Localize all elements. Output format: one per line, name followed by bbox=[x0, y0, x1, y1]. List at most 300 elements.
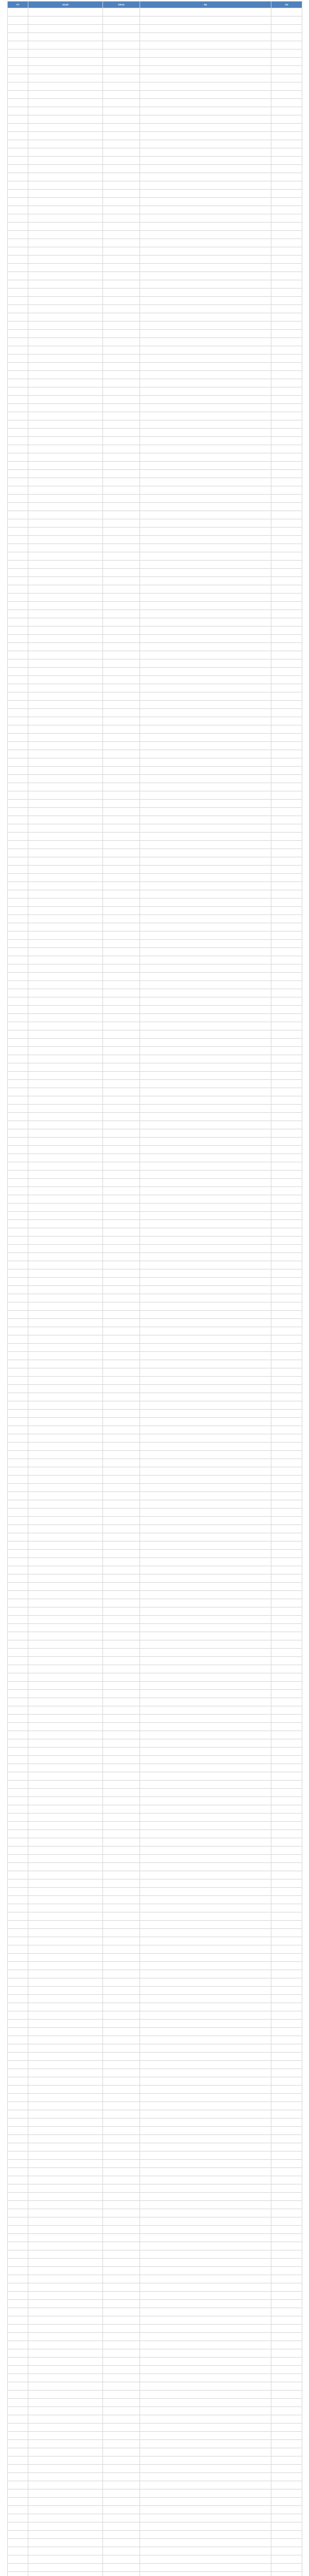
cell-phone bbox=[103, 486, 140, 495]
cell-name bbox=[28, 1484, 103, 1492]
table-row bbox=[8, 462, 302, 470]
cell-addr bbox=[140, 1377, 271, 1385]
cell-cat bbox=[271, 709, 302, 717]
cell-name bbox=[28, 2020, 103, 2028]
cell-phone bbox=[103, 2226, 140, 2234]
cell-name bbox=[28, 2028, 103, 2036]
cell-seq bbox=[8, 981, 28, 989]
cell-cat bbox=[271, 1690, 302, 1698]
cell-cat bbox=[271, 2250, 302, 2259]
table-row bbox=[8, 1781, 302, 1789]
cell-cat bbox=[271, 1401, 302, 1410]
cell-phone bbox=[103, 495, 140, 503]
cell-seq bbox=[8, 289, 28, 297]
table-row bbox=[8, 1657, 302, 1665]
table-row bbox=[8, 2382, 302, 2391]
cell-addr bbox=[140, 742, 271, 750]
table-row bbox=[8, 2547, 302, 2555]
cell-seq bbox=[8, 1517, 28, 1525]
cell-name bbox=[28, 2292, 103, 2300]
cell-seq bbox=[8, 1591, 28, 1599]
cell-seq bbox=[8, 775, 28, 783]
cell-seq bbox=[8, 1261, 28, 1269]
cell-addr bbox=[140, 1929, 271, 1937]
cell-seq bbox=[8, 767, 28, 775]
cell-addr bbox=[140, 445, 271, 453]
cell-seq bbox=[8, 1616, 28, 1624]
cell-name bbox=[28, 2415, 103, 2424]
table-row bbox=[8, 330, 302, 338]
table-row bbox=[8, 2184, 302, 2193]
cell-name bbox=[28, 750, 103, 758]
table-row bbox=[8, 2020, 302, 2028]
table-row bbox=[8, 1129, 302, 1138]
cell-name bbox=[28, 2119, 103, 2127]
cell-cat bbox=[271, 2407, 302, 2415]
cell-phone bbox=[103, 33, 140, 41]
table-row bbox=[8, 2522, 302, 2531]
cell-phone bbox=[103, 2250, 140, 2259]
cell-phone bbox=[103, 1245, 140, 1253]
cell-cat bbox=[271, 256, 302, 264]
table-row bbox=[8, 321, 302, 330]
cell-phone bbox=[103, 1978, 140, 1987]
cell-seq bbox=[8, 1624, 28, 1632]
cell-name bbox=[28, 2151, 103, 2160]
table-row bbox=[8, 1888, 302, 1896]
cell-phone bbox=[103, 256, 140, 264]
table-row bbox=[8, 1096, 302, 1105]
cell-addr bbox=[140, 1302, 271, 1311]
cell-cat bbox=[271, 2036, 302, 2044]
cell-phone bbox=[103, 2061, 140, 2069]
cell-phone bbox=[103, 964, 140, 973]
cell-cat bbox=[271, 453, 302, 462]
cell-seq bbox=[8, 816, 28, 824]
cell-phone bbox=[103, 1624, 140, 1632]
cell-addr bbox=[140, 2522, 271, 2531]
cell-name bbox=[28, 585, 103, 594]
cell-phone bbox=[103, 1360, 140, 1368]
cell-phone bbox=[103, 1080, 140, 1088]
cell-cat bbox=[271, 1657, 302, 1665]
cell-addr bbox=[140, 1682, 271, 1690]
cell-phone bbox=[103, 1673, 140, 1682]
table-row bbox=[8, 569, 302, 577]
cell-name bbox=[28, 1113, 103, 1121]
cell-phone bbox=[103, 1212, 140, 1220]
cell-phone bbox=[103, 437, 140, 445]
cell-cat bbox=[271, 981, 302, 989]
cell-addr bbox=[140, 1319, 271, 1327]
cell-seq bbox=[8, 1335, 28, 1344]
cell-name bbox=[28, 1492, 103, 1500]
cell-phone bbox=[103, 1731, 140, 1739]
table-row bbox=[8, 1327, 302, 1335]
cell-phone bbox=[103, 74, 140, 82]
cell-name bbox=[28, 1047, 103, 1055]
cell-seq bbox=[8, 2391, 28, 2399]
cell-phone bbox=[103, 2399, 140, 2407]
cell-addr bbox=[140, 692, 271, 701]
cell-name bbox=[28, 2234, 103, 2242]
cell-seq bbox=[8, 890, 28, 899]
cell-addr bbox=[140, 1533, 271, 1541]
cell-phone bbox=[103, 1962, 140, 1970]
table-row bbox=[8, 833, 302, 841]
cell-cat bbox=[271, 2160, 302, 2168]
cell-cat bbox=[271, 808, 302, 816]
cell-addr bbox=[140, 725, 271, 734]
cell-name bbox=[28, 2283, 103, 2292]
cell-addr bbox=[140, 1500, 271, 1509]
cell-name bbox=[28, 2217, 103, 2226]
cell-cat bbox=[271, 1517, 302, 1525]
cell-cat bbox=[271, 2168, 302, 2176]
cell-name bbox=[28, 849, 103, 857]
cell-name bbox=[28, 1945, 103, 1954]
table-row bbox=[8, 1047, 302, 1055]
cell-name bbox=[28, 651, 103, 659]
cell-addr bbox=[140, 1344, 271, 1352]
cell-cat bbox=[271, 1756, 302, 1764]
cell-cat bbox=[271, 948, 302, 956]
table-row bbox=[8, 1789, 302, 1797]
cell-phone bbox=[103, 346, 140, 354]
cell-seq bbox=[8, 2003, 28, 2011]
cell-name bbox=[28, 775, 103, 783]
cell-seq bbox=[8, 2325, 28, 2333]
cell-name bbox=[28, 816, 103, 824]
cell-cat bbox=[271, 758, 302, 767]
cell-phone bbox=[103, 1162, 140, 1171]
cell-seq bbox=[8, 2498, 28, 2506]
cell-addr bbox=[140, 1665, 271, 1673]
cell-cat bbox=[271, 1236, 302, 1245]
table-row bbox=[8, 58, 302, 66]
cell-phone bbox=[103, 948, 140, 956]
cell-name bbox=[28, 1327, 103, 1335]
cell-addr bbox=[140, 1879, 271, 1888]
cell-seq bbox=[8, 676, 28, 684]
cell-addr bbox=[140, 1945, 271, 1954]
cell-seq bbox=[8, 1558, 28, 1566]
cell-phone bbox=[103, 1945, 140, 1954]
cell-addr bbox=[140, 1781, 271, 1789]
cell-name bbox=[28, 1204, 103, 1212]
cell-seq bbox=[8, 2234, 28, 2242]
cell-seq bbox=[8, 470, 28, 478]
cell-name bbox=[28, 1253, 103, 1261]
cell-name bbox=[28, 1072, 103, 1080]
cell-cat bbox=[271, 1855, 302, 1863]
cell-seq bbox=[8, 989, 28, 997]
table-row bbox=[8, 2374, 302, 2382]
cell-name bbox=[28, 956, 103, 964]
table-row bbox=[8, 1212, 302, 1220]
cell-addr bbox=[140, 1756, 271, 1764]
cell-phone bbox=[103, 1748, 140, 1756]
cell-name bbox=[28, 626, 103, 635]
cell-addr bbox=[140, 585, 271, 594]
cell-cat bbox=[271, 437, 302, 445]
cell-phone bbox=[103, 1665, 140, 1673]
cell-name bbox=[28, 1871, 103, 1879]
cell-cat bbox=[271, 2506, 302, 2514]
cell-addr bbox=[140, 1690, 271, 1698]
cell-cat bbox=[271, 1220, 302, 1228]
cell-name bbox=[28, 2300, 103, 2308]
cell-name bbox=[28, 429, 103, 437]
table-row bbox=[8, 1121, 302, 1129]
cell-addr bbox=[140, 2489, 271, 2498]
cell-addr bbox=[140, 1352, 271, 1360]
cell-cat bbox=[271, 857, 302, 866]
table-row bbox=[8, 99, 302, 107]
header-address: 地址 bbox=[140, 2, 271, 8]
cell-phone bbox=[103, 1492, 140, 1500]
cell-cat bbox=[271, 1171, 302, 1179]
cell-seq bbox=[8, 2275, 28, 2283]
cell-addr bbox=[140, 124, 271, 132]
cell-phone bbox=[103, 626, 140, 635]
cell-addr bbox=[140, 1410, 271, 1418]
cell-cat bbox=[271, 626, 302, 635]
table-row bbox=[8, 956, 302, 964]
table-row bbox=[8, 478, 302, 486]
cell-cat bbox=[271, 2077, 302, 2086]
cell-name bbox=[28, 1632, 103, 1640]
cell-cat bbox=[271, 140, 302, 148]
cell-seq bbox=[8, 964, 28, 973]
header-phone: 联系电话 bbox=[103, 2, 140, 8]
cell-seq bbox=[8, 2432, 28, 2440]
cell-phone bbox=[103, 1583, 140, 1591]
cell-addr bbox=[140, 1146, 271, 1154]
table-row bbox=[8, 1863, 302, 1871]
table-row bbox=[8, 2151, 302, 2160]
cell-cat bbox=[271, 1723, 302, 1731]
cell-seq bbox=[8, 1698, 28, 1706]
cell-seq bbox=[8, 1896, 28, 1904]
cell-cat bbox=[271, 1195, 302, 1204]
cell-cat bbox=[271, 742, 302, 750]
cell-cat bbox=[271, 1476, 302, 1484]
cell-phone bbox=[103, 808, 140, 816]
cell-phone bbox=[103, 1814, 140, 1822]
cell-addr bbox=[140, 2061, 271, 2069]
cell-cat bbox=[271, 1715, 302, 1723]
cell-name bbox=[28, 1162, 103, 1171]
cell-cat bbox=[271, 2300, 302, 2308]
cell-name bbox=[28, 742, 103, 750]
cell-seq bbox=[8, 2061, 28, 2069]
cell-seq bbox=[8, 1096, 28, 1105]
cell-seq bbox=[8, 247, 28, 256]
cell-addr bbox=[140, 635, 271, 643]
cell-addr bbox=[140, 2514, 271, 2522]
table-row bbox=[8, 198, 302, 206]
cell-name bbox=[28, 2011, 103, 2020]
cell-cat bbox=[271, 585, 302, 594]
cell-phone bbox=[103, 1443, 140, 1451]
cell-seq bbox=[8, 1319, 28, 1327]
table-row bbox=[8, 841, 302, 849]
table-row bbox=[8, 1286, 302, 1294]
cell-cat bbox=[271, 157, 302, 165]
cell-name bbox=[28, 2358, 103, 2366]
cell-seq bbox=[8, 1772, 28, 1781]
table-row bbox=[8, 1195, 302, 1204]
cell-cat bbox=[271, 1624, 302, 1632]
table-row bbox=[8, 25, 302, 33]
cell-cat bbox=[271, 1459, 302, 1467]
cell-phone bbox=[103, 404, 140, 412]
cell-seq bbox=[8, 610, 28, 618]
table-row bbox=[8, 2308, 302, 2316]
cell-phone bbox=[103, 1970, 140, 1978]
cell-phone bbox=[103, 536, 140, 544]
cell-phone bbox=[103, 1649, 140, 1657]
cell-addr bbox=[140, 33, 271, 41]
cell-name bbox=[28, 643, 103, 651]
cell-phone bbox=[103, 58, 140, 66]
cell-phone bbox=[103, 330, 140, 338]
cell-seq bbox=[8, 66, 28, 74]
cell-cat bbox=[271, 2242, 302, 2250]
cell-cat bbox=[271, 1509, 302, 1517]
cell-name bbox=[28, 1879, 103, 1888]
cell-phone bbox=[103, 874, 140, 882]
cell-seq bbox=[8, 1138, 28, 1146]
cell-name bbox=[28, 1624, 103, 1632]
cell-phone bbox=[103, 412, 140, 420]
cell-seq bbox=[8, 74, 28, 82]
cell-cat bbox=[271, 1929, 302, 1937]
table-row bbox=[8, 594, 302, 602]
cell-addr bbox=[140, 816, 271, 824]
cell-addr bbox=[140, 1204, 271, 1212]
table-row bbox=[8, 115, 302, 124]
table-row bbox=[8, 420, 302, 429]
table-row bbox=[8, 882, 302, 890]
cell-cat bbox=[271, 330, 302, 338]
cell-name bbox=[28, 1739, 103, 1748]
cell-addr bbox=[140, 552, 271, 561]
cell-name bbox=[28, 462, 103, 470]
table-row bbox=[8, 626, 302, 635]
cell-addr bbox=[140, 2151, 271, 2160]
cell-addr bbox=[140, 923, 271, 931]
cell-addr bbox=[140, 1772, 271, 1781]
table-row bbox=[8, 313, 302, 321]
cell-name bbox=[28, 387, 103, 396]
cell-addr bbox=[140, 1970, 271, 1978]
cell-seq bbox=[8, 1393, 28, 1401]
cell-name bbox=[28, 2275, 103, 2283]
cell-name bbox=[28, 2498, 103, 2506]
cell-cat bbox=[271, 387, 302, 396]
cell-cat bbox=[271, 25, 302, 33]
cell-seq bbox=[8, 2349, 28, 2358]
cell-name bbox=[28, 1195, 103, 1204]
cell-seq bbox=[8, 1022, 28, 1030]
cell-addr bbox=[140, 2424, 271, 2432]
cell-name bbox=[28, 2102, 103, 2110]
table-row bbox=[8, 2448, 302, 2456]
table-row bbox=[8, 1039, 302, 1047]
cell-phone bbox=[103, 1781, 140, 1789]
cell-seq bbox=[8, 2028, 28, 2036]
cell-phone bbox=[103, 272, 140, 280]
cell-phone bbox=[103, 1921, 140, 1929]
cell-seq bbox=[8, 2547, 28, 2555]
cell-seq bbox=[8, 1492, 28, 1500]
table-row bbox=[8, 1583, 302, 1591]
table-row bbox=[8, 1228, 302, 1236]
table-row bbox=[8, 1748, 302, 1756]
cell-cat bbox=[271, 321, 302, 330]
cell-seq bbox=[8, 2473, 28, 2481]
table-row bbox=[8, 1311, 302, 1319]
cell-phone bbox=[103, 41, 140, 49]
cell-addr bbox=[140, 2217, 271, 2226]
cell-addr bbox=[140, 379, 271, 387]
table-row bbox=[8, 2135, 302, 2143]
cell-seq bbox=[8, 25, 28, 33]
cell-cat bbox=[271, 973, 302, 981]
table-row bbox=[8, 2407, 302, 2415]
cell-phone bbox=[103, 552, 140, 561]
cell-addr bbox=[140, 503, 271, 511]
cell-name bbox=[28, 470, 103, 478]
cell-addr bbox=[140, 1822, 271, 1830]
table-row bbox=[8, 973, 302, 981]
cell-addr bbox=[140, 1657, 271, 1665]
cell-phone bbox=[103, 1533, 140, 1541]
cell-seq bbox=[8, 115, 28, 124]
cell-seq bbox=[8, 2242, 28, 2250]
table-row bbox=[8, 907, 302, 915]
cell-cat bbox=[271, 511, 302, 519]
cell-name bbox=[28, 2341, 103, 2349]
cell-addr bbox=[140, 2498, 271, 2506]
cell-seq bbox=[8, 330, 28, 338]
table-row bbox=[8, 2160, 302, 2168]
cell-addr bbox=[140, 1121, 271, 1129]
cell-cat bbox=[271, 1269, 302, 1278]
table-row bbox=[8, 552, 302, 561]
cell-cat bbox=[271, 635, 302, 643]
table-row bbox=[8, 2077, 302, 2086]
cell-name bbox=[28, 165, 103, 173]
cell-phone bbox=[103, 1706, 140, 1715]
table-row bbox=[8, 1855, 302, 1863]
table-row bbox=[8, 1987, 302, 1995]
table-row bbox=[8, 1616, 302, 1624]
table-row bbox=[8, 668, 302, 676]
cell-name bbox=[28, 1302, 103, 1311]
table-row bbox=[8, 2226, 302, 2234]
table-row bbox=[8, 1673, 302, 1682]
cell-name bbox=[28, 866, 103, 874]
table-row bbox=[8, 231, 302, 239]
cell-seq bbox=[8, 1706, 28, 1715]
cell-name bbox=[28, 2432, 103, 2440]
cell-name bbox=[28, 66, 103, 74]
cell-phone bbox=[103, 1055, 140, 1063]
cell-name bbox=[28, 1096, 103, 1105]
